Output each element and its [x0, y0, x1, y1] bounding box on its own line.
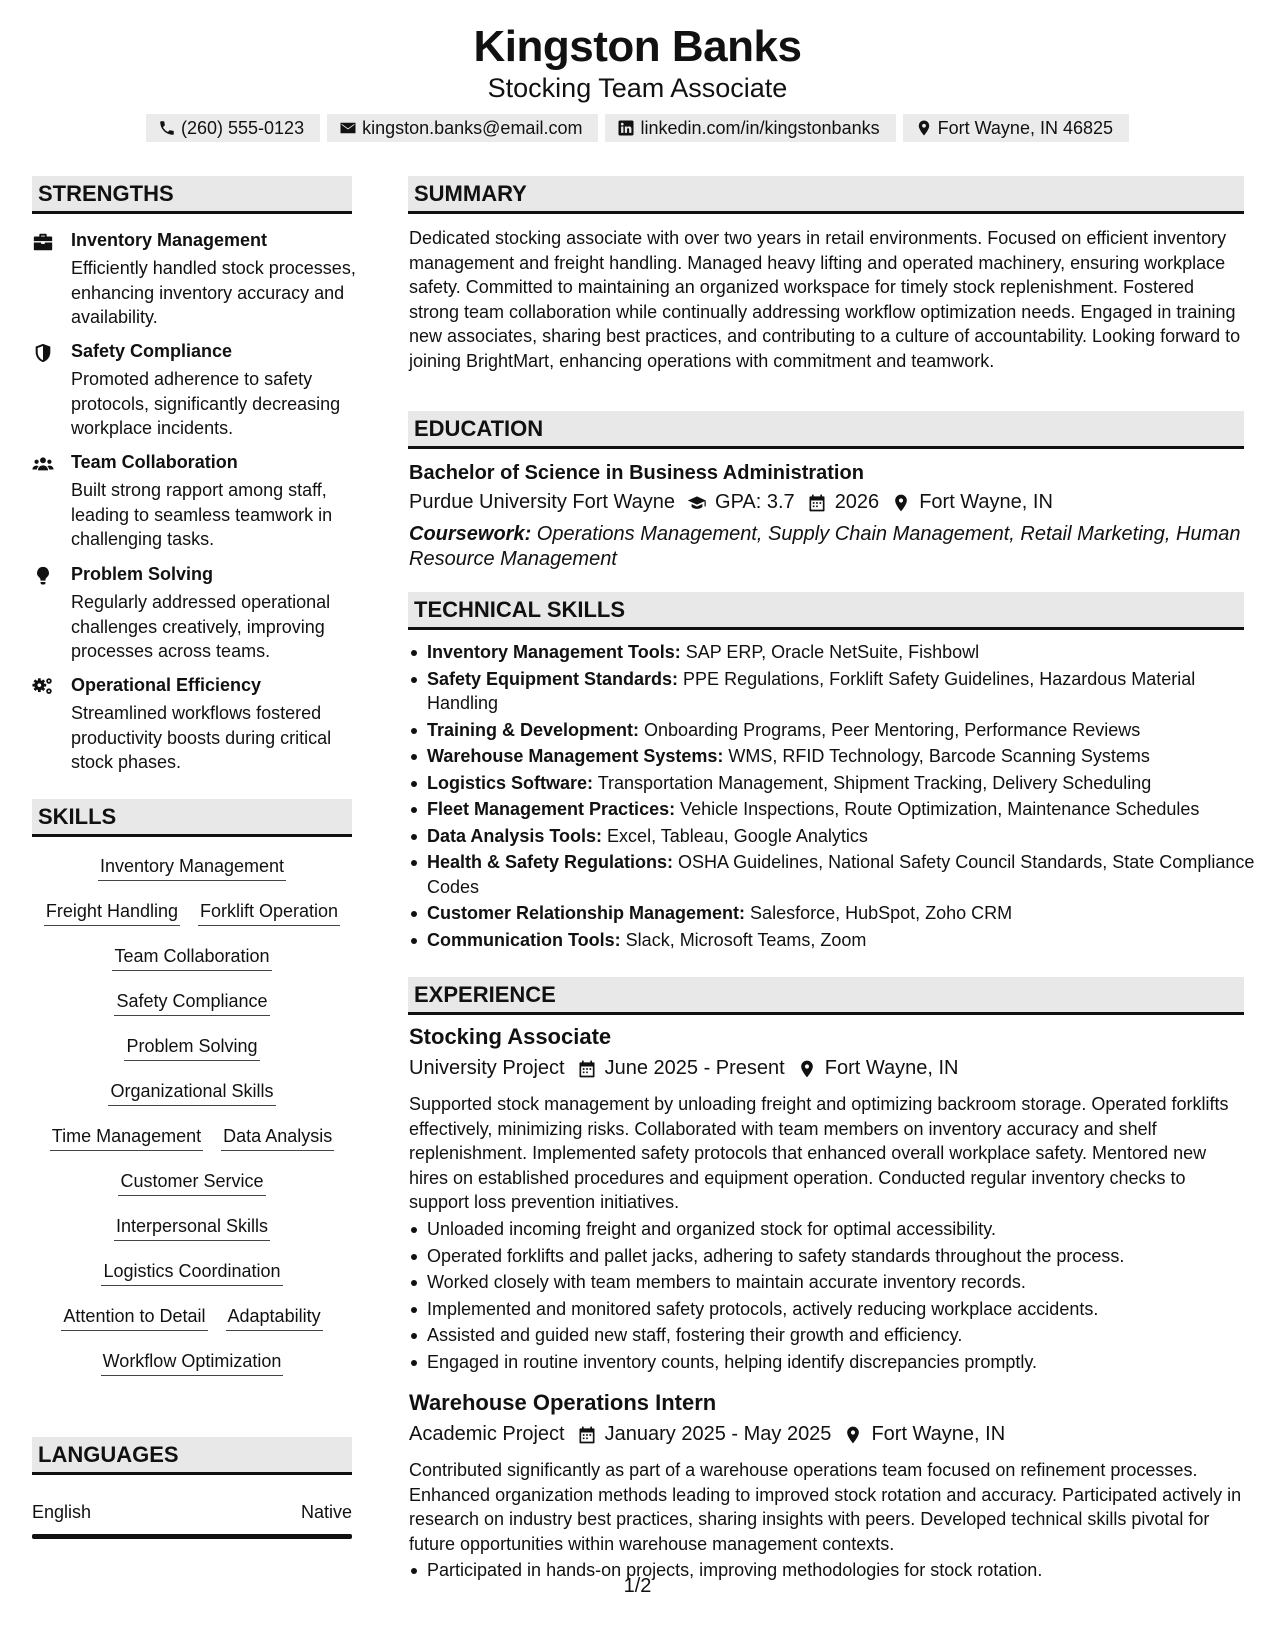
phone-icon: [158, 119, 176, 137]
list-item: [427, 640, 1263, 665]
languages-heading: LANGUAGES: [32, 1437, 352, 1475]
contact-phone[interactable]: [146, 114, 320, 142]
skill-values: Salesforce, HubSpot, Zoho CRM: [745, 903, 1013, 923]
technical-skills-heading: TECHNICAL SKILLS: [408, 592, 1244, 630]
skill-row: [32, 1306, 352, 1331]
contact-bar: [0, 114, 1275, 142]
job-description: Supported stock management by unloading freight and optimizing backroom storage. Operated forklifts effectively, minimizing risks. Collaborated with team members on inventory accuracy and shelf replenishment. Implemented safety protocols that enhanced overall workplace safety. Mentored new hires on established procedures and equipment operation. Conducted regular inventory checks to support loss prevention initiatives.: [409, 1094, 1229, 1212]
skill-category: Customer Relationship Management:: [427, 903, 746, 923]
list-item: [427, 718, 1263, 743]
language-row: [32, 1502, 352, 1523]
skill-values: Excel, Tableau, Google Analytics: [602, 825, 868, 846]
skill-values: Onboarding Programs, Peer Mentoring, Performance Reviews: [639, 719, 1141, 740]
list-item: Implemented and monitored safety protocols, actively reducing workplace accidents.: [427, 1297, 1263, 1322]
degree-title: Bachelor of Science in Business Administration: [409, 462, 864, 484]
gpa: GPA: 3.7: [715, 491, 795, 513]
job-location: Fort Wayne, IN: [824, 1057, 959, 1079]
strength-desc: Built strong rapport among staff, leading to seamless teamwork in challenging tasks.: [71, 480, 333, 549]
strength-name: Problem Solving: [71, 564, 214, 584]
briefcase-icon: [32, 231, 54, 253]
skill-row: [32, 1171, 352, 1196]
shield-icon: [32, 342, 54, 364]
summary-heading: SUMMARY: [408, 176, 1244, 214]
job-meta: [409, 1057, 958, 1080]
page-number: 1/2: [623, 1575, 652, 1597]
map-pin-icon: [891, 493, 911, 513]
skill-row: [32, 991, 352, 1016]
skill-category: Inventory Management Tools:: [427, 642, 681, 662]
skill-row: [32, 856, 352, 881]
strength-desc: Streamlined workflows fostered productivity boosts during critical stock phases.: [71, 703, 332, 772]
education-meta: [409, 491, 1053, 514]
envelope-icon: [339, 119, 357, 137]
skill-tag: Freight Handling: [44, 901, 180, 926]
job-title: Warehouse Operations Intern: [409, 1390, 717, 1415]
school-name: Purdue University Fort Wayne: [409, 491, 676, 513]
users-icon: [32, 453, 54, 475]
language-level-bar: [32, 1534, 352, 1539]
job-dates: January 2025 - May 2025: [604, 1423, 832, 1445]
list-item: [427, 850, 1263, 899]
skill-row: [32, 1216, 352, 1241]
map-pin-icon: [915, 119, 933, 137]
job-location: Fort Wayne, IN: [871, 1423, 1006, 1445]
skill-tag: Forklift Operation: [198, 901, 340, 926]
list-item: [427, 824, 1263, 849]
coursework-label: Coursework:: [409, 523, 532, 545]
language-name: English: [32, 1502, 92, 1522]
skill-tag: Organizational Skills: [108, 1081, 275, 1106]
skill-category: Fleet Management Practices:: [427, 799, 676, 819]
linkedin-icon: [617, 119, 635, 137]
skill-tag: Inventory Management: [98, 856, 286, 881]
list-item: [427, 928, 1263, 953]
candidate-title: Stocking Team Associate: [487, 73, 788, 103]
list-item: Worked closely with team members to maintain accurate inventory records.: [427, 1270, 1263, 1295]
job-title: Stocking Associate: [409, 1024, 612, 1049]
contact-email-text: kingston.banks@email.com: [362, 117, 583, 138]
list-item: [427, 901, 1263, 926]
skill-row: [32, 1351, 352, 1376]
skill-values: Transportation Management, Shipment Tracking, Delivery Scheduling: [593, 772, 1152, 793]
skill-category: Safety Equipment Standards:: [427, 668, 679, 689]
experience-heading: EXPERIENCE: [408, 977, 1244, 1015]
education-heading: EDUCATION: [408, 411, 1244, 449]
job-org: Academic Project: [409, 1423, 565, 1445]
skill-tag: Time Management: [50, 1126, 203, 1151]
graduation-year: 2026: [834, 491, 880, 513]
job-meta: [409, 1423, 1005, 1446]
skills-heading: SKILLS: [32, 799, 352, 837]
skill-values: WMS, RFID Technology, Barcode Scanning Systems: [723, 746, 1150, 766]
list-item: Assisted and guided new staff, fostering their growth and efficiency.: [427, 1323, 1263, 1348]
list-item: [427, 667, 1263, 716]
skill-row: [32, 1261, 352, 1286]
job-org: University Project: [409, 1057, 565, 1079]
skill-values: SAP ERP, Oracle NetSuite, Fishbowl: [680, 642, 980, 662]
skill-tag: Workflow Optimization: [101, 1351, 284, 1376]
skill-row: [32, 901, 352, 926]
list-item: [427, 797, 1263, 822]
contact-linkedin-text: linkedin.com/in/kingstonbanks: [640, 117, 880, 138]
job-description: Contributed significantly as part of a warehouse operations team focused on refinement processes. Enhanced organization methods leading to improved stock rotation and accuracy. Participated actively in research on industry best practices, sharing insights with peers. Developed technical skills pivotal for future opportunities within warehouse management contexts.: [409, 1460, 1242, 1554]
skill-values: PPE Regulations, Forklift Safety Guidelines, Hazardous Material Handling: [427, 668, 1196, 713]
skill-tag: Logistics Coordination: [101, 1261, 282, 1286]
skill-tag: Team Collaboration: [112, 946, 271, 971]
summary-text: Dedicated stocking associate with over two years in retail environments. Focused on efficient inventory management and freight handling. Managed heavy lifting and operated machinery, ensuring workplace safety. Committed to maintaining an organized workspace for timely stock replenishment. Fostered strong team collaboration while continually addressing workflow optimization needs. Engaged in training new associates, sharing best practices, and contributing to a culture of accountability. Looking forward to joining BrightMart, enhancing operations with commitment and teamwork.: [409, 228, 1241, 371]
education-location: Fort Wayne, IN: [919, 491, 1053, 513]
contact-linkedin[interactable]: [605, 114, 895, 142]
skill-tag: Adaptability: [226, 1306, 323, 1331]
job-dates: June 2025 - Present: [604, 1057, 785, 1079]
skill-tag: Problem Solving: [124, 1036, 259, 1061]
skill-category: Communication Tools:: [427, 929, 621, 950]
map-pin-icon: [843, 1425, 863, 1445]
coursework-list: Operations Management, Supply Chain Management, Retail Marketing, Human Resource Management: [409, 523, 1241, 570]
list-item: Participated in hands-on projects, improving methodologies for stock rotation.: [427, 1558, 1263, 1583]
skill-values: OSHA Guidelines, National Safety Council Standards, State Compliance Codes: [427, 852, 1255, 897]
skill-row: [32, 1036, 352, 1061]
contact-email[interactable]: [327, 114, 598, 142]
strength-name: Safety Compliance: [71, 341, 233, 361]
skill-tag: Customer Service: [118, 1171, 265, 1196]
language-level: Native: [300, 1502, 352, 1522]
gears-icon: [32, 676, 54, 698]
job-bullets: [409, 1217, 1263, 1376]
strengths-heading: STRENGTHS: [32, 176, 352, 214]
skill-row: [32, 946, 352, 971]
skill-values: Vehicle Inspections, Route Optimization, Maintenance Schedules: [675, 799, 1200, 819]
skill-category: Health & Safety Regulations:: [427, 852, 674, 872]
map-pin-icon: [797, 1059, 817, 1079]
technical-skills-list: [409, 640, 1263, 954]
strength-desc: Efficiently handled stock processes, enhancing inventory accuracy and availability.: [71, 258, 356, 327]
skill-category: Training & Development:: [427, 719, 640, 740]
skill-category: Logistics Software:: [427, 772, 594, 793]
skill-row: [32, 1126, 352, 1151]
contact-phone-text: (260) 555-0123: [180, 117, 305, 138]
list-item: Unloaded incoming freight and organized stock for optimal accessibility.: [427, 1217, 1263, 1242]
skill-tag: Interpersonal Skills: [114, 1216, 270, 1241]
strength-desc: Promoted adherence to safety protocols, significantly decreasing workplace incidents.: [71, 369, 341, 438]
skill-row: [32, 1081, 352, 1106]
candidate-name: Kingston Banks: [473, 22, 802, 71]
skill-tag: Safety Compliance: [114, 991, 269, 1016]
strength-name: Inventory Management: [71, 230, 268, 250]
contact-location-text: Fort Wayne, IN 46825: [937, 117, 1114, 138]
skill-category: Warehouse Management Systems:: [427, 746, 724, 766]
graduation-cap-icon: [687, 493, 707, 513]
strength-name: Operational Efficiency: [71, 675, 262, 695]
strength-desc: Regularly addressed operational challenges creatively, improving processes across teams.: [71, 592, 331, 661]
coursework: [409, 522, 1245, 571]
list-item: Operated forklifts and pallet jacks, adhering to safety standards throughout the process.: [427, 1244, 1263, 1269]
strength-name: Team Collaboration: [71, 452, 238, 472]
skill-tag: Attention to Detail: [61, 1306, 207, 1331]
skill-tag: Data Analysis: [221, 1126, 334, 1151]
skill-values: Slack, Microsoft Teams, Zoom: [620, 929, 867, 950]
skill-category: Data Analysis Tools:: [427, 825, 603, 846]
calendar-icon: [577, 1059, 597, 1079]
contact-location: [903, 114, 1129, 142]
list-item: Engaged in routine inventory counts, helping identify discrepancies promptly.: [427, 1350, 1263, 1375]
list-item: [427, 744, 1263, 769]
lightbulb-icon: [32, 565, 54, 587]
calendar-icon: [577, 1425, 597, 1445]
list-item: [427, 771, 1263, 796]
calendar-icon: [807, 493, 827, 513]
